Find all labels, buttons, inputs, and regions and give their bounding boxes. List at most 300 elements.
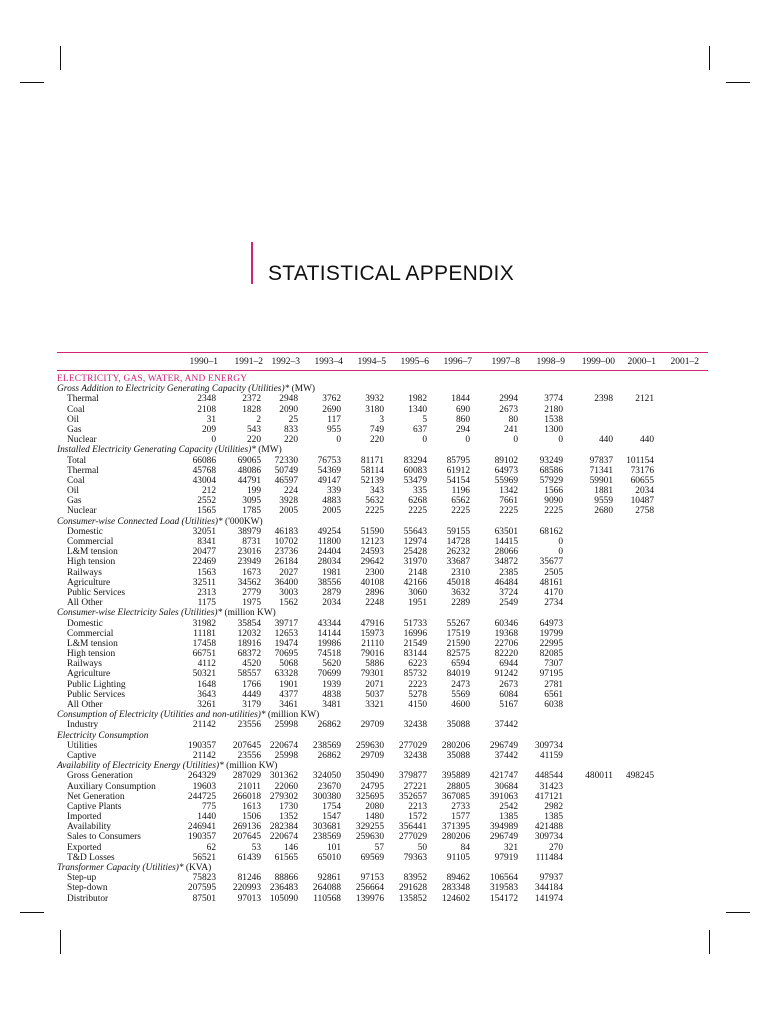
table-cell — [654, 578, 697, 588]
table-cell: 2734 — [544, 598, 563, 609]
table-row — [57, 853, 697, 863]
table-cell: 5167 — [499, 700, 518, 710]
table-cell: 2225 — [408, 506, 427, 517]
table-cell: 4520 — [242, 659, 261, 670]
table-cell — [654, 782, 697, 792]
table-cell: 287029 — [232, 771, 261, 782]
table-cell — [654, 394, 697, 404]
table-cell: 97837 — [589, 455, 613, 466]
table-cell — [563, 883, 613, 893]
table-cell: 56521 — [192, 852, 216, 863]
table-cell — [654, 649, 697, 659]
table-row — [57, 537, 697, 547]
year-header: 1991–2 — [234, 357, 263, 367]
table-cell: 1577 — [451, 812, 470, 823]
table-cell: 1300 — [544, 424, 563, 435]
table-cell: 35854 — [237, 618, 261, 629]
table-cell — [654, 792, 697, 802]
table-cell: 64973 — [539, 618, 563, 629]
table-cell: 2673 — [499, 679, 518, 690]
table-row — [57, 741, 697, 751]
table-cell: 1766 — [242, 679, 261, 690]
table-cell: 65010 — [317, 852, 341, 863]
table-cell: 2896 — [365, 587, 384, 598]
table-cell: 6561 — [544, 689, 563, 700]
table-cell: 0 — [465, 435, 470, 446]
table-cell: 207645 — [232, 740, 261, 751]
table-cell: 89102 — [494, 455, 518, 466]
table-cell: 20477 — [192, 547, 216, 558]
table-cell: 28034 — [317, 557, 341, 568]
table-cell: 84 — [460, 842, 470, 853]
table-cell — [563, 669, 613, 679]
table-cell: 32438 — [403, 720, 427, 731]
table-cell: 51590 — [360, 526, 384, 537]
unit-label: (KVA) — [183, 863, 212, 873]
table-cell: 9559 — [594, 496, 613, 507]
table-cell: 12653 — [274, 628, 298, 639]
table-cell: 2313 — [197, 587, 216, 598]
row-label: Thermal — [67, 465, 99, 476]
table-cell: 25998 — [274, 750, 298, 761]
table-cell: 190357 — [187, 740, 216, 751]
table-cell: 5068 — [279, 659, 298, 670]
table-cell: 2690 — [322, 404, 341, 415]
table-cell: 421747 — [489, 771, 518, 782]
table-cell: 49147 — [317, 475, 341, 486]
table-cell: 2473 — [451, 679, 470, 690]
table-cell: 2225 — [365, 506, 384, 517]
table-row — [57, 435, 697, 445]
table-cell: 83952 — [403, 873, 427, 884]
table-cell: 1563 — [197, 567, 216, 578]
table-cell: 1480 — [365, 812, 384, 823]
table-cell: 83294 — [403, 455, 427, 466]
table-cell — [654, 659, 697, 669]
table-cell: 2090 — [279, 404, 298, 415]
table-row — [57, 649, 697, 659]
table-cell — [654, 619, 697, 629]
table-cell — [654, 557, 697, 567]
table-cell: 5620 — [322, 659, 341, 670]
table-cell: 59155 — [446, 526, 470, 537]
table-cell: 301362 — [269, 771, 298, 782]
table-cell: 0 — [336, 435, 341, 446]
table-row — [57, 456, 697, 466]
table-cell: 117 — [327, 414, 341, 425]
table-cell: 5278 — [408, 689, 427, 700]
table-cell: 52139 — [360, 475, 384, 486]
table-cell: 72330 — [274, 455, 298, 466]
table-cell: 101 — [326, 842, 341, 853]
table-cell: 2034 — [635, 486, 654, 497]
table-cell: 73176 — [630, 465, 654, 476]
table-cell: 498245 — [625, 771, 654, 782]
table-cell: 38979 — [237, 526, 261, 537]
subsection-row — [57, 608, 697, 618]
table-cell: 21011 — [237, 781, 261, 792]
table-cell: 0 — [558, 547, 563, 558]
row-label: Coal — [67, 475, 85, 486]
table-cell: 26862 — [317, 750, 341, 761]
table-cell — [613, 568, 654, 578]
row-label: Agriculture — [67, 577, 111, 588]
table-cell: 101154 — [626, 455, 654, 466]
table-cell — [613, 669, 654, 679]
table-cell — [613, 527, 654, 537]
table-cell — [613, 812, 654, 822]
table-cell — [654, 771, 697, 781]
table-cell: 50321 — [192, 669, 216, 680]
table-cell: 21590 — [446, 638, 470, 649]
row-label: L&M tension — [67, 638, 118, 649]
table-cell: 296749 — [489, 740, 518, 751]
table-cell: 1538 — [544, 414, 563, 425]
table-cell: 2505 — [544, 567, 563, 578]
table-cell — [654, 669, 697, 679]
table-cell: 19474 — [274, 638, 298, 649]
table-cell: 2948 — [279, 394, 298, 405]
table-cell: 55267 — [446, 618, 470, 629]
row-label: All Other — [67, 598, 103, 609]
table-cell: 14144 — [317, 628, 341, 639]
table-cell — [654, 751, 697, 761]
table-cell: 55643 — [403, 526, 427, 537]
table-cell: 3481 — [322, 700, 341, 710]
table-cell: 68372 — [237, 649, 261, 660]
table-cell — [613, 659, 654, 669]
table-cell: 29642 — [360, 557, 384, 568]
table-cell: 2300 — [365, 567, 384, 578]
subsection-row — [57, 863, 697, 873]
table-cell: 22995 — [539, 638, 563, 649]
table-cell: 91105 — [446, 852, 470, 863]
table-cell: 2982 — [544, 801, 563, 812]
table-cell: 29709 — [360, 720, 384, 731]
row-label: Nuclear — [67, 506, 97, 517]
table-cell: 0 — [513, 435, 518, 446]
row-label: Railways — [67, 567, 102, 578]
table-cell: 5886 — [365, 659, 384, 670]
table-cell: 7307 — [544, 659, 563, 670]
table-cell: 89462 — [446, 873, 470, 884]
year-header: 2001–2 — [670, 357, 699, 367]
unit-label: (MW) — [289, 384, 316, 395]
table-cell: 379877 — [398, 771, 427, 782]
table-cell: 6562 — [451, 496, 470, 507]
table-cell: 1844 — [451, 394, 470, 405]
row-label: Commercial — [67, 537, 114, 547]
table-cell: 236483 — [269, 883, 298, 894]
row-label: Agriculture — [67, 669, 111, 680]
year-header: 1996–7 — [443, 357, 472, 367]
table-cell: 264088 — [312, 883, 341, 894]
table-cell: 543 — [246, 424, 261, 435]
row-label: Nuclear — [67, 435, 97, 446]
year-header: 2000–1 — [627, 357, 656, 367]
table-cell: 2758 — [635, 506, 654, 517]
table-cell: 17519 — [446, 628, 470, 639]
table-cell: 395889 — [441, 771, 470, 782]
table-cell: 111484 — [535, 852, 563, 863]
table-cell: 19986 — [317, 638, 341, 649]
table-cell: 74518 — [317, 649, 341, 660]
crop-mark-top-right-h — [726, 82, 750, 83]
table-cell — [654, 843, 697, 853]
table-cell: 26232 — [446, 547, 470, 558]
table-cell: 1881 — [594, 486, 613, 497]
table-cell — [654, 883, 697, 893]
table-row — [57, 527, 697, 537]
crop-mark-bottom-right-h — [726, 912, 750, 913]
table-cell: 2080 — [365, 801, 384, 812]
table-row — [57, 568, 697, 578]
table-cell — [613, 873, 654, 883]
table-cell: 32438 — [403, 750, 427, 761]
table-cell: 2213 — [408, 801, 427, 812]
table-cell: 220674 — [269, 740, 298, 751]
table-cell — [563, 578, 613, 588]
table-row — [57, 883, 697, 893]
table-cell: 141974 — [534, 893, 563, 904]
table-cell: 1572 — [408, 812, 427, 823]
table-cell: 32051 — [192, 526, 216, 537]
unit-label: (million KW) — [265, 710, 320, 721]
table-cell: 91242 — [494, 669, 518, 680]
table-cell: 1648 — [197, 679, 216, 690]
table-cell: 344184 — [534, 883, 563, 894]
table-cell — [563, 557, 613, 567]
row-label: Public Services — [67, 689, 126, 700]
crop-mark-bottom-left-h — [20, 912, 44, 913]
table-cell: 749 — [369, 424, 384, 435]
subsection-row — [57, 445, 697, 455]
table-cell: 16996 — [403, 628, 427, 639]
table-cell: 23670 — [317, 781, 341, 792]
table-cell: 19799 — [539, 628, 563, 639]
crop-mark-top-left-h — [20, 82, 44, 83]
table-cell: 2994 — [499, 394, 518, 405]
table-row — [57, 751, 697, 761]
table-cell: 220 — [369, 435, 384, 446]
table-row — [57, 598, 697, 608]
table-cell — [563, 792, 613, 802]
table-cell: 300380 — [312, 791, 341, 802]
table-cell: 21142 — [192, 720, 216, 731]
row-label: Auxiliary Consumption — [67, 781, 156, 792]
table-cell: 296749 — [489, 832, 518, 843]
table-cell: 421488 — [534, 822, 563, 833]
table-row — [57, 476, 697, 486]
table-cell: 238569 — [312, 740, 341, 751]
table-cell: 3762 — [322, 394, 341, 405]
table-cell: 259630 — [355, 740, 384, 751]
table-cell: 2225 — [544, 506, 563, 517]
table-cell — [563, 405, 613, 415]
table-cell: 1547 — [322, 812, 341, 823]
table-cell: 0 — [211, 435, 216, 446]
table-cell: 24404 — [317, 547, 341, 558]
table-cell: 280206 — [441, 740, 470, 751]
table-cell: 11800 — [317, 537, 341, 547]
table-cell: 26184 — [274, 557, 298, 568]
table-cell: 1385 — [544, 812, 563, 823]
table-cell: 5569 — [451, 689, 470, 700]
table-cell — [613, 741, 654, 751]
table-cell: 1975 — [242, 598, 261, 609]
table-cell — [563, 659, 613, 669]
table-cell: 0 — [558, 537, 563, 547]
table-cell — [518, 720, 563, 730]
table-cell: 92861 — [317, 873, 341, 884]
table-cell: 29709 — [360, 750, 384, 761]
table-cell: 40108 — [360, 577, 384, 588]
table-cell: 2225 — [451, 506, 470, 517]
table-cell: 71341 — [589, 465, 613, 476]
table-cell: 3928 — [279, 496, 298, 507]
table-cell: 3461 — [279, 700, 298, 710]
subsection-row — [57, 761, 697, 771]
table-row — [57, 394, 697, 404]
table-cell: 85795 — [446, 455, 470, 466]
unit-label: ('000KW) — [222, 516, 263, 527]
table-cell: 3643 — [197, 689, 216, 700]
table-row — [57, 425, 697, 435]
table-cell: 199 — [246, 486, 261, 497]
table-cell: 28805 — [446, 781, 470, 792]
table-cell: 0 — [422, 435, 427, 446]
table-cell — [613, 822, 654, 832]
table-cell: 955 — [326, 424, 341, 435]
table-cell: 1385 — [499, 812, 518, 823]
table-cell: 350490 — [355, 771, 384, 782]
table-row — [57, 690, 697, 700]
table-cell: 25998 — [274, 720, 298, 731]
table-cell: 1673 — [242, 567, 261, 578]
table-cell: 25 — [288, 414, 298, 425]
table-cell: 35088 — [446, 720, 470, 731]
subsection-heading: Installed Electricity Generating Capacity (Utilities)* — [57, 445, 256, 456]
row-label: L&M tension — [67, 547, 118, 558]
table-cell: 41159 — [539, 750, 563, 761]
table-cell: 2180 — [544, 404, 563, 415]
row-label: Availability — [67, 822, 112, 833]
table-cell: 1982 — [408, 394, 427, 405]
row-label: High tension — [67, 649, 116, 660]
table-cell: 6223 — [408, 659, 427, 670]
table-cell: 83144 — [403, 649, 427, 660]
table-cell: 283348 — [441, 883, 470, 894]
subsection-heading: Availability of Electricity Energy (Utilities)* — [57, 761, 224, 772]
table-cell — [563, 720, 613, 730]
table-cell: 60655 — [630, 475, 654, 486]
table-cell: 23016 — [237, 547, 261, 558]
table-cell: 97937 — [539, 873, 563, 884]
table-cell — [654, 415, 697, 425]
table-cell: 28066 — [494, 547, 518, 558]
table-cell — [563, 547, 613, 557]
table-cell: 139976 — [355, 893, 384, 904]
table-cell: 294 — [455, 424, 470, 435]
table-cell: 1340 — [408, 404, 427, 415]
unit-label: (MW) — [255, 445, 282, 456]
table-cell: 3180 — [365, 404, 384, 415]
table-cell: 417121 — [534, 791, 563, 802]
table-cell: 282384 — [269, 822, 298, 833]
table-cell: 4600 — [451, 700, 470, 710]
row-label: Gas — [67, 496, 82, 507]
crop-mark-bottom-right-v — [709, 930, 710, 954]
table-cell: 2005 — [279, 506, 298, 517]
table-cell — [563, 822, 613, 832]
table-cell — [654, 506, 697, 516]
table-cell: 81171 — [360, 455, 384, 466]
table-cell: 270 — [548, 842, 563, 853]
row-label: Oil — [67, 414, 79, 425]
table-cell: 84019 — [446, 669, 470, 680]
table-cell — [654, 629, 697, 639]
table-cell: 3632 — [451, 587, 470, 598]
table-cell — [654, 527, 697, 537]
table-cell: 4883 — [322, 496, 341, 507]
table-cell: 31 — [206, 414, 216, 425]
table-cell: 3095 — [242, 496, 261, 507]
table-cell: 1175 — [197, 598, 216, 609]
table-cell: 1951 — [408, 598, 427, 609]
table-cell: 2148 — [408, 567, 427, 578]
table-cell: 27221 — [403, 781, 427, 792]
table-cell — [613, 792, 654, 802]
table-cell: 246941 — [187, 822, 216, 833]
table-cell: 7661 — [499, 496, 518, 507]
table-cell — [563, 812, 613, 822]
table-cell — [563, 588, 613, 598]
row-label: Sales to Consumers — [67, 832, 141, 843]
table-cell — [613, 680, 654, 690]
table-cell: 2034 — [322, 598, 341, 609]
table-cell: 2071 — [365, 679, 384, 690]
table-cell: 31970 — [403, 557, 427, 568]
table-cell — [654, 894, 697, 904]
table-cell: 79301 — [360, 669, 384, 680]
table-cell — [563, 873, 613, 883]
year-header: 1998–9 — [536, 357, 565, 367]
row-label: Captive Plants — [67, 801, 122, 812]
table-cell: 325695 — [355, 791, 384, 802]
table-cell: 66751 — [192, 649, 216, 660]
table-cell — [563, 598, 613, 608]
table-row — [57, 680, 697, 690]
table-cell — [654, 547, 697, 557]
table-cell: 1754 — [322, 801, 341, 812]
header-rule-top — [57, 352, 708, 353]
table-cell: 43004 — [192, 475, 216, 486]
table-cell: 43344 — [317, 618, 341, 629]
table-cell: 37442 — [494, 750, 518, 761]
table-cell: 324050 — [312, 771, 341, 782]
crop-mark-top-right-v — [709, 46, 710, 70]
table-cell: 3060 — [408, 587, 427, 598]
table-cell: 264329 — [187, 771, 216, 782]
table-cell: 2248 — [365, 598, 384, 609]
table-cell — [563, 619, 613, 629]
statistical-table — [57, 374, 697, 904]
table-cell: 82085 — [539, 649, 563, 660]
table-cell: 25428 — [403, 547, 427, 558]
table-cell: 68162 — [539, 526, 563, 537]
table-cell — [654, 690, 697, 700]
table-cell — [563, 537, 613, 547]
